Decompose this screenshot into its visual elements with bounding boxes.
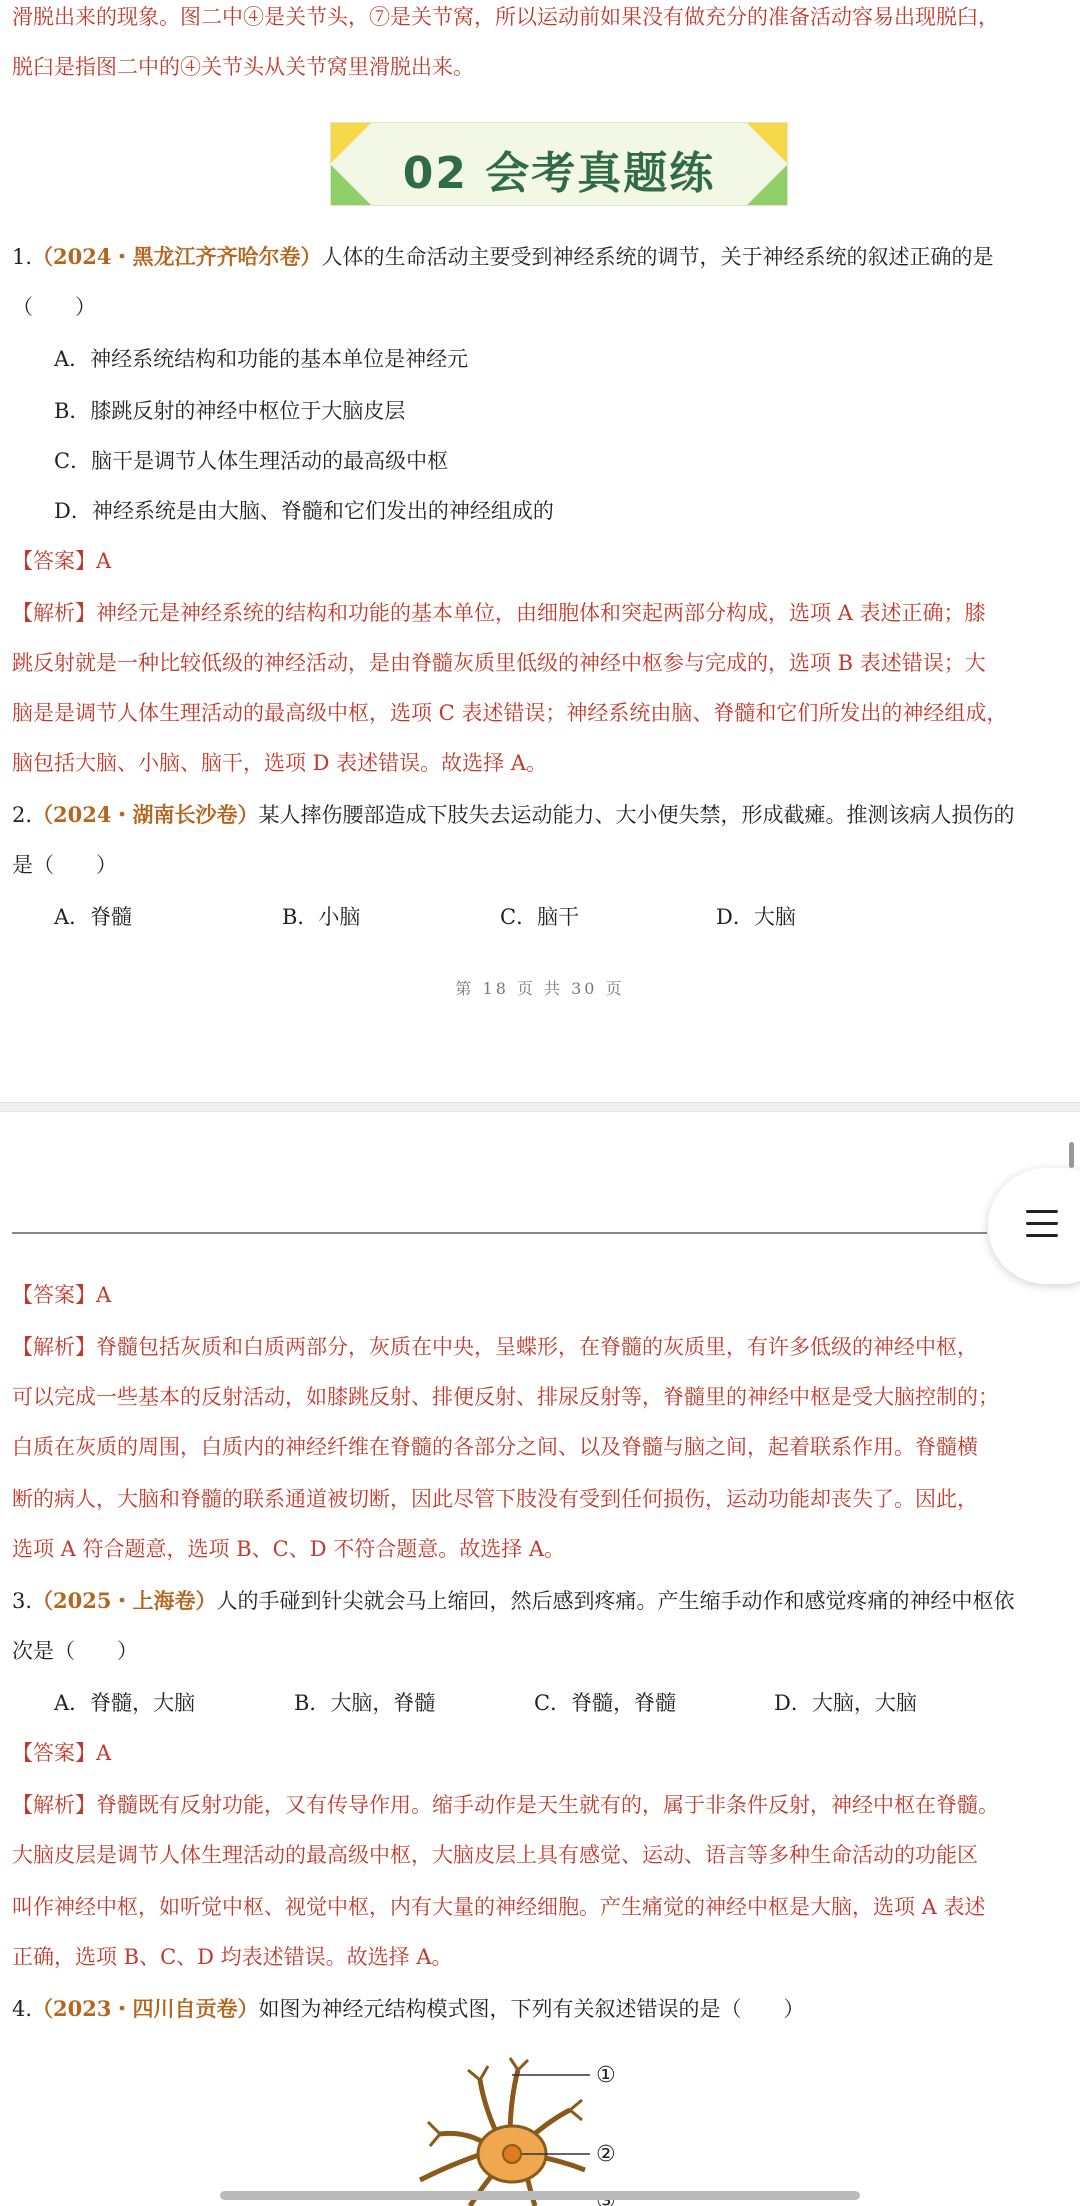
q2-answer bbox=[12, 1280, 1068, 1310]
q2-stem-line-1 bbox=[12, 800, 1068, 830]
header-rule bbox=[12, 1232, 987, 1234]
q1-number: 1. bbox=[12, 245, 33, 269]
q2-option-b: B．小脑 bbox=[282, 905, 361, 929]
q1-stem-line-1 bbox=[12, 242, 1068, 272]
q2-option-c: C．脑干 bbox=[500, 905, 580, 929]
figure-label-2: ② bbox=[596, 2142, 616, 2167]
q1-analysis-line-1 bbox=[12, 598, 1068, 628]
q4-number: 4. bbox=[12, 1997, 33, 2021]
home-indicator[interactable] bbox=[220, 2191, 860, 2200]
q2-analysis-line-5: 选项 A 符合题意，选项 B、C、D 不符合题意。故选择 A。 bbox=[12, 1537, 566, 1561]
q2-stem-line-2: 是（ ） bbox=[12, 853, 117, 877]
q2-analysis-line-2: 可以完成一些基本的反射活动，如膝跳反射、排便反射、排尿反射等，脊髓里的神经中枢是受大脑控制的； bbox=[12, 1385, 999, 1409]
q3-analysis-line-3: 叫作神经中枢，如听觉中枢、视觉中枢，内有大量的神经细胞。产生痛觉的神经中枢是大脑，选项 A 表述 bbox=[12, 1895, 986, 1919]
q3-option-d: D．大脑，大脑 bbox=[774, 1691, 917, 1715]
q3-source: （2025・上海卷） bbox=[32, 1588, 217, 1613]
analysis-text: 脊髓包括灰质和白质两部分，灰质在中央，呈蝶形，在脊髓的灰质里，有许多低级的神经中枢， bbox=[96, 1335, 978, 1359]
answer-tag: 【答案】 bbox=[12, 1741, 96, 1765]
q1-option-c: C．脑干是调节人体生理活动的最高级中枢 bbox=[54, 449, 449, 473]
q1-source: （2024・黑龙江齐齐哈尔卷） bbox=[32, 244, 322, 269]
q3-answer bbox=[12, 1738, 1068, 1768]
q2-source: （2024・湖南长沙卷） bbox=[32, 802, 259, 827]
q1-analysis-line-4: 脑包括大脑、小脑、脑干，选项 D 表述错误。故选择 A。 bbox=[12, 751, 548, 775]
q4-stem bbox=[12, 1994, 1068, 2024]
q2-analysis-line-1 bbox=[12, 1332, 1068, 1362]
answer-value: A bbox=[96, 1283, 112, 1307]
neuron-cell-body bbox=[420, 2058, 585, 2206]
analysis-tag: 【解析】 bbox=[12, 601, 96, 625]
q2-analysis-line-3: 白质在灰质的周围，白质内的神经纤维在脊髓的各部分之间、以及脊髓与脑之间，起着联系作用。脊髓横 bbox=[12, 1435, 978, 1459]
q3-analysis-line-4: 正确，选项 B、C、D 均表述错误。故选择 A。 bbox=[12, 1945, 453, 1969]
q1-answer bbox=[12, 546, 1068, 576]
hamburger-menu-icon bbox=[1026, 1210, 1058, 1246]
q3-stem-line-1 bbox=[12, 1586, 1068, 1616]
q4-source: （2023・四川自贡卷） bbox=[32, 1996, 259, 2021]
analysis-text: 脊髓既有反射功能，又有传导作用。缩手动作是天生就有的，属于非条件反射，神经中枢在脊髓。 bbox=[96, 1793, 999, 1817]
q3-stem-line-2: 次是（ ） bbox=[12, 1639, 138, 1663]
q1-stem-line-2: （ ） bbox=[12, 295, 96, 319]
q1-option-d: D．神经系统是由大脑、脊髓和它们发出的神经组成的 bbox=[54, 499, 554, 523]
q3-option-b: B．大脑，脊髓 bbox=[294, 1691, 436, 1715]
q2-stem: 某人摔伤腰部造成下肢失去运动能力、大小便失禁，形成截瘫。推测该病人损伤的 bbox=[258, 803, 1015, 827]
q1-stem: 人体的生命活动主要受到神经系统的调节，关于神经系统的叙述正确的是 bbox=[321, 245, 994, 269]
section-banner bbox=[330, 122, 788, 206]
q2-option-d: D．大脑 bbox=[716, 905, 796, 929]
q3-analysis-line-2: 大脑皮层是调节人体生理活动的最高级中枢，大脑皮层上具有感觉、运动、语言等多种生命活动的功能区 bbox=[12, 1843, 978, 1867]
intro-line-2: 脱臼是指图二中的④关节头从关节窝里滑脱出来。 bbox=[12, 55, 474, 79]
answer-value: A bbox=[96, 549, 112, 573]
q3-analysis-line-1 bbox=[12, 1790, 1068, 1820]
banner-title: 02 会考真题练 bbox=[402, 148, 716, 199]
menu-button[interactable] bbox=[988, 1168, 1080, 1284]
q4-stem-text: 如图为神经元结构模式图，下列有关叙述错误的是（ ） bbox=[258, 1997, 805, 2021]
figure-label-1: ① bbox=[596, 2063, 616, 2088]
answer-tag: 【答案】 bbox=[12, 1283, 96, 1307]
answer-value: A bbox=[96, 1741, 112, 1765]
q1-option-a: A．神经系统结构和功能的基本单位是神经元 bbox=[54, 347, 469, 371]
page-separator bbox=[0, 1102, 1080, 1112]
q1-analysis-line-3: 脑是是调节人体生理活动的最高级中枢，选项 C 表述错误；神经系统由脑、脊髓和它们所发出的神经组成， bbox=[12, 701, 1008, 725]
analysis-tag: 【解析】 bbox=[12, 1335, 96, 1359]
q2-option-a: A．脊髓 bbox=[54, 905, 133, 929]
page-number-footer: 第 18 页 共 30 页 bbox=[455, 979, 625, 998]
analysis-tag: 【解析】 bbox=[12, 1793, 96, 1817]
neuron-diagram bbox=[400, 2030, 660, 2206]
q3-stem: 人的手碰到针尖就会马上缩回，然后感到疼痛。产生缩手动作和感觉疼痛的神经中枢依 bbox=[216, 1589, 1015, 1613]
analysis-text: 神经元是神经系统的结构和功能的基本单位，由细胞体和突起两部分构成，选项 A 表述正确；膝 bbox=[96, 601, 986, 625]
q1-option-b: B．膝跳反射的神经中枢位于大脑皮层 bbox=[54, 399, 406, 423]
q3-option-a: A．脊髓，大脑 bbox=[54, 1691, 196, 1715]
scrollbar-thumb[interactable] bbox=[1069, 1142, 1074, 1168]
answer-tag: 【答案】 bbox=[12, 549, 96, 573]
q1-analysis-line-2: 跳反射就是一种比较低级的神经活动，是由脊髓灰质里低级的神经中枢参与完成的，选项 B 表述错误；大 bbox=[12, 651, 986, 675]
intro-line-1: 滑脱出来的现象。图二中④是关节头，⑦是关节窝，所以运动前如果没有做充分的准备活动容易出现脱臼， bbox=[12, 5, 999, 29]
q3-number: 3. bbox=[12, 1589, 33, 1613]
q2-analysis-line-4: 断的病人，大脑和脊髓的联系通道被切断，因此尽管下肢没有受到任何损伤，运动功能却丧失了。因此， bbox=[12, 1487, 978, 1511]
q3-option-c: C．脊髓，脊髓 bbox=[534, 1691, 677, 1715]
q2-number: 2. bbox=[12, 803, 33, 827]
